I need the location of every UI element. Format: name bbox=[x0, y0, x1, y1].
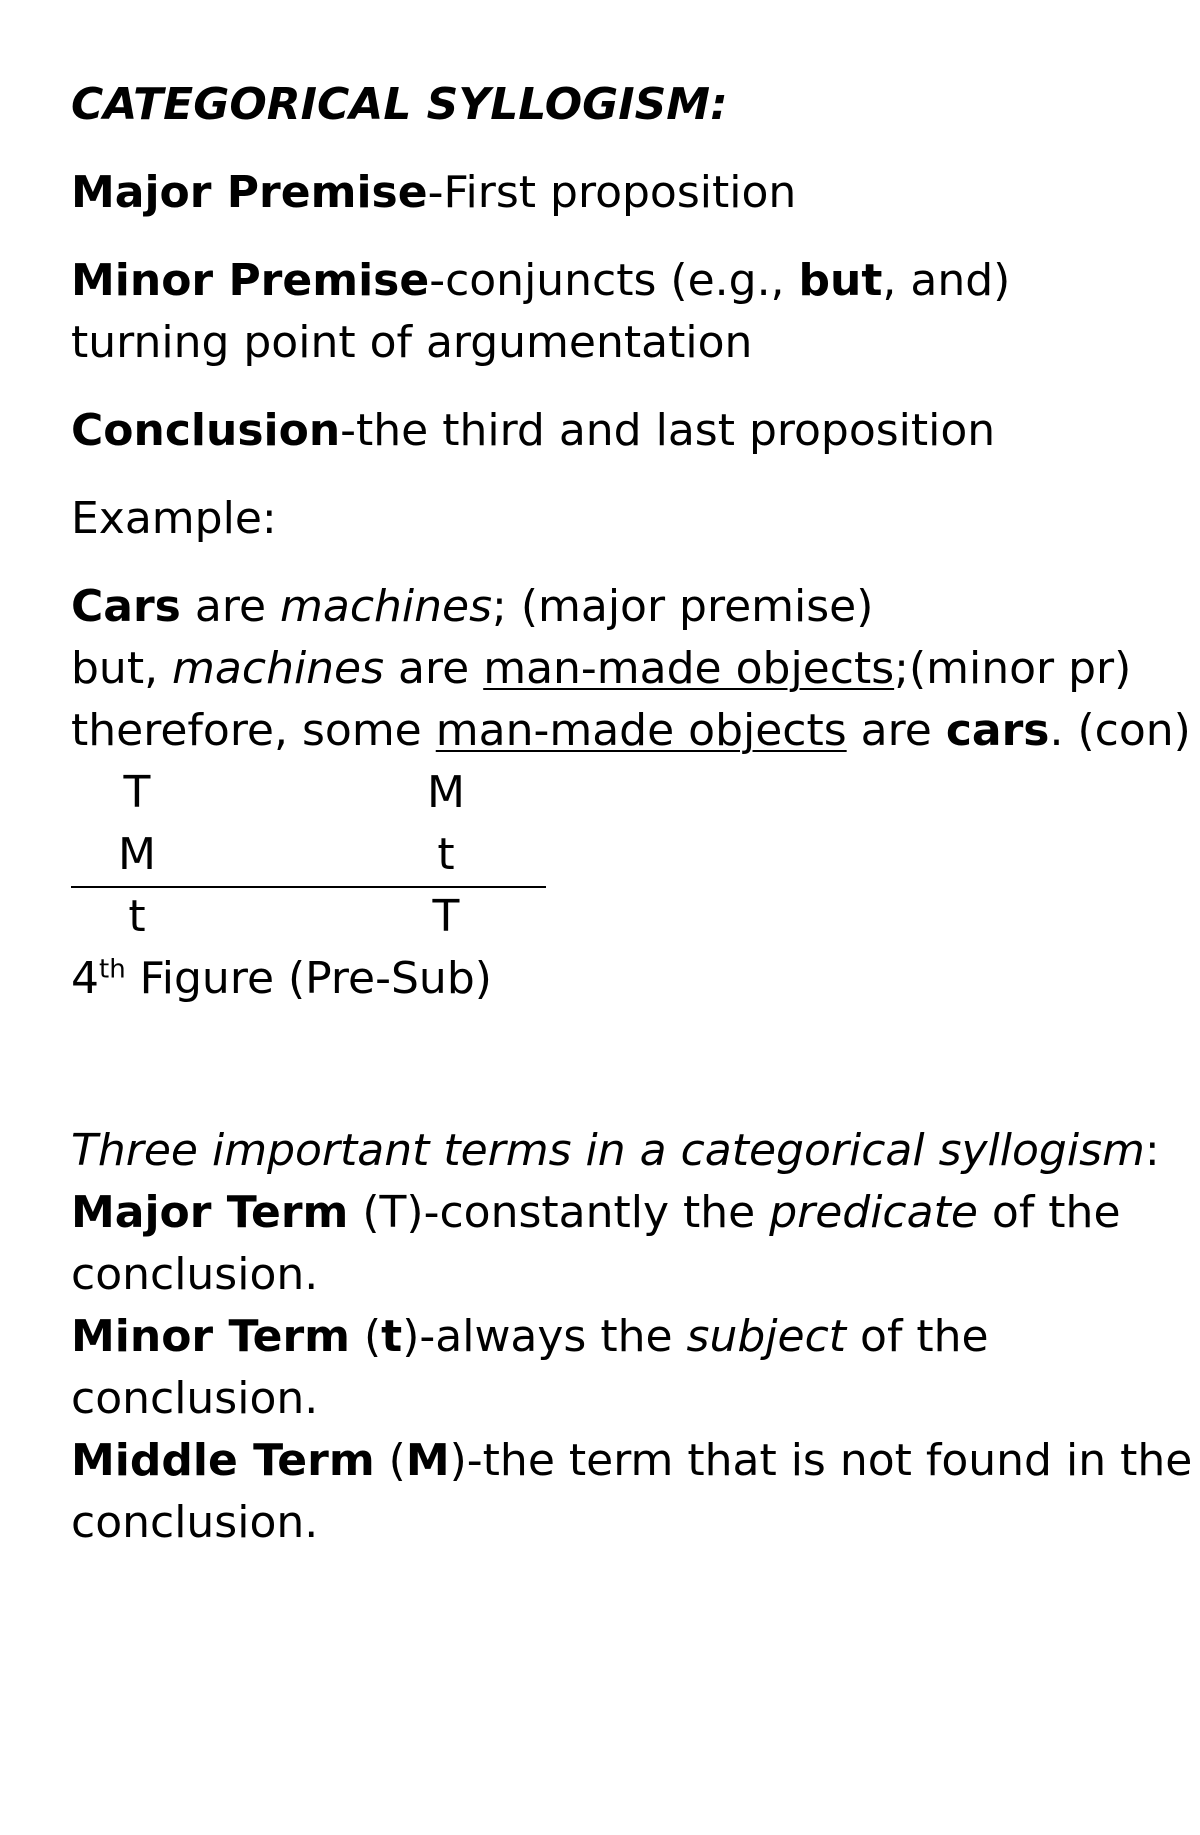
major-premise-term: Major Premise bbox=[71, 167, 428, 218]
heading: CATEGORICAL SYLLOGISM: bbox=[71, 79, 728, 130]
example-label: Example: bbox=[71, 493, 277, 544]
conclusion-term: Conclusion bbox=[71, 405, 341, 456]
diagram-row2-left: M bbox=[118, 829, 156, 880]
example-minor-premise: but, machines are man-made objects;(minor pr) bbox=[71, 643, 1132, 694]
terms-intro: Three important terms in a categorical syllogism: bbox=[71, 1125, 1160, 1176]
minor-premise-definition: Minor Premise-conjuncts (e.g., but, and) turning point of argumentation bbox=[71, 255, 1011, 368]
diagram-row1-right: M bbox=[427, 767, 465, 818]
figure-caption: 4th Figure (Pre-Sub) bbox=[71, 953, 492, 1004]
minor-term-definition: Minor Term (t)-always the subject of the conclusion. bbox=[71, 1311, 989, 1424]
conclusion-definition: Conclusion-the third and last proposition bbox=[71, 405, 996, 456]
major-term-definition: Major Term (T)-constantly the predicate of the conclusion. bbox=[71, 1187, 1121, 1300]
spacer bbox=[71, 1010, 1151, 1120]
diagram-row2-right: t bbox=[437, 829, 455, 880]
diagram-row1-left: T bbox=[123, 767, 151, 818]
diagram-row3-left: t bbox=[128, 891, 146, 942]
diagram-row3-right: T bbox=[432, 891, 460, 942]
example-major-premise: Cars are machines; (major premise) bbox=[71, 581, 874, 632]
example-syllogism bbox=[71, 576, 1191, 762]
syllogism-figure-diagram bbox=[71, 762, 546, 948]
document-page bbox=[71, 74, 1193, 1554]
major-premise-definition: Major Premise-First proposition bbox=[71, 167, 797, 218]
example-conclusion: therefore, some man-made objects are cars. (con) bbox=[71, 705, 1191, 756]
middle-term-definition: Middle Term (M)-the term that is not found in the conclusion. bbox=[71, 1435, 1193, 1548]
minor-premise-term: Minor Premise bbox=[71, 255, 430, 306]
